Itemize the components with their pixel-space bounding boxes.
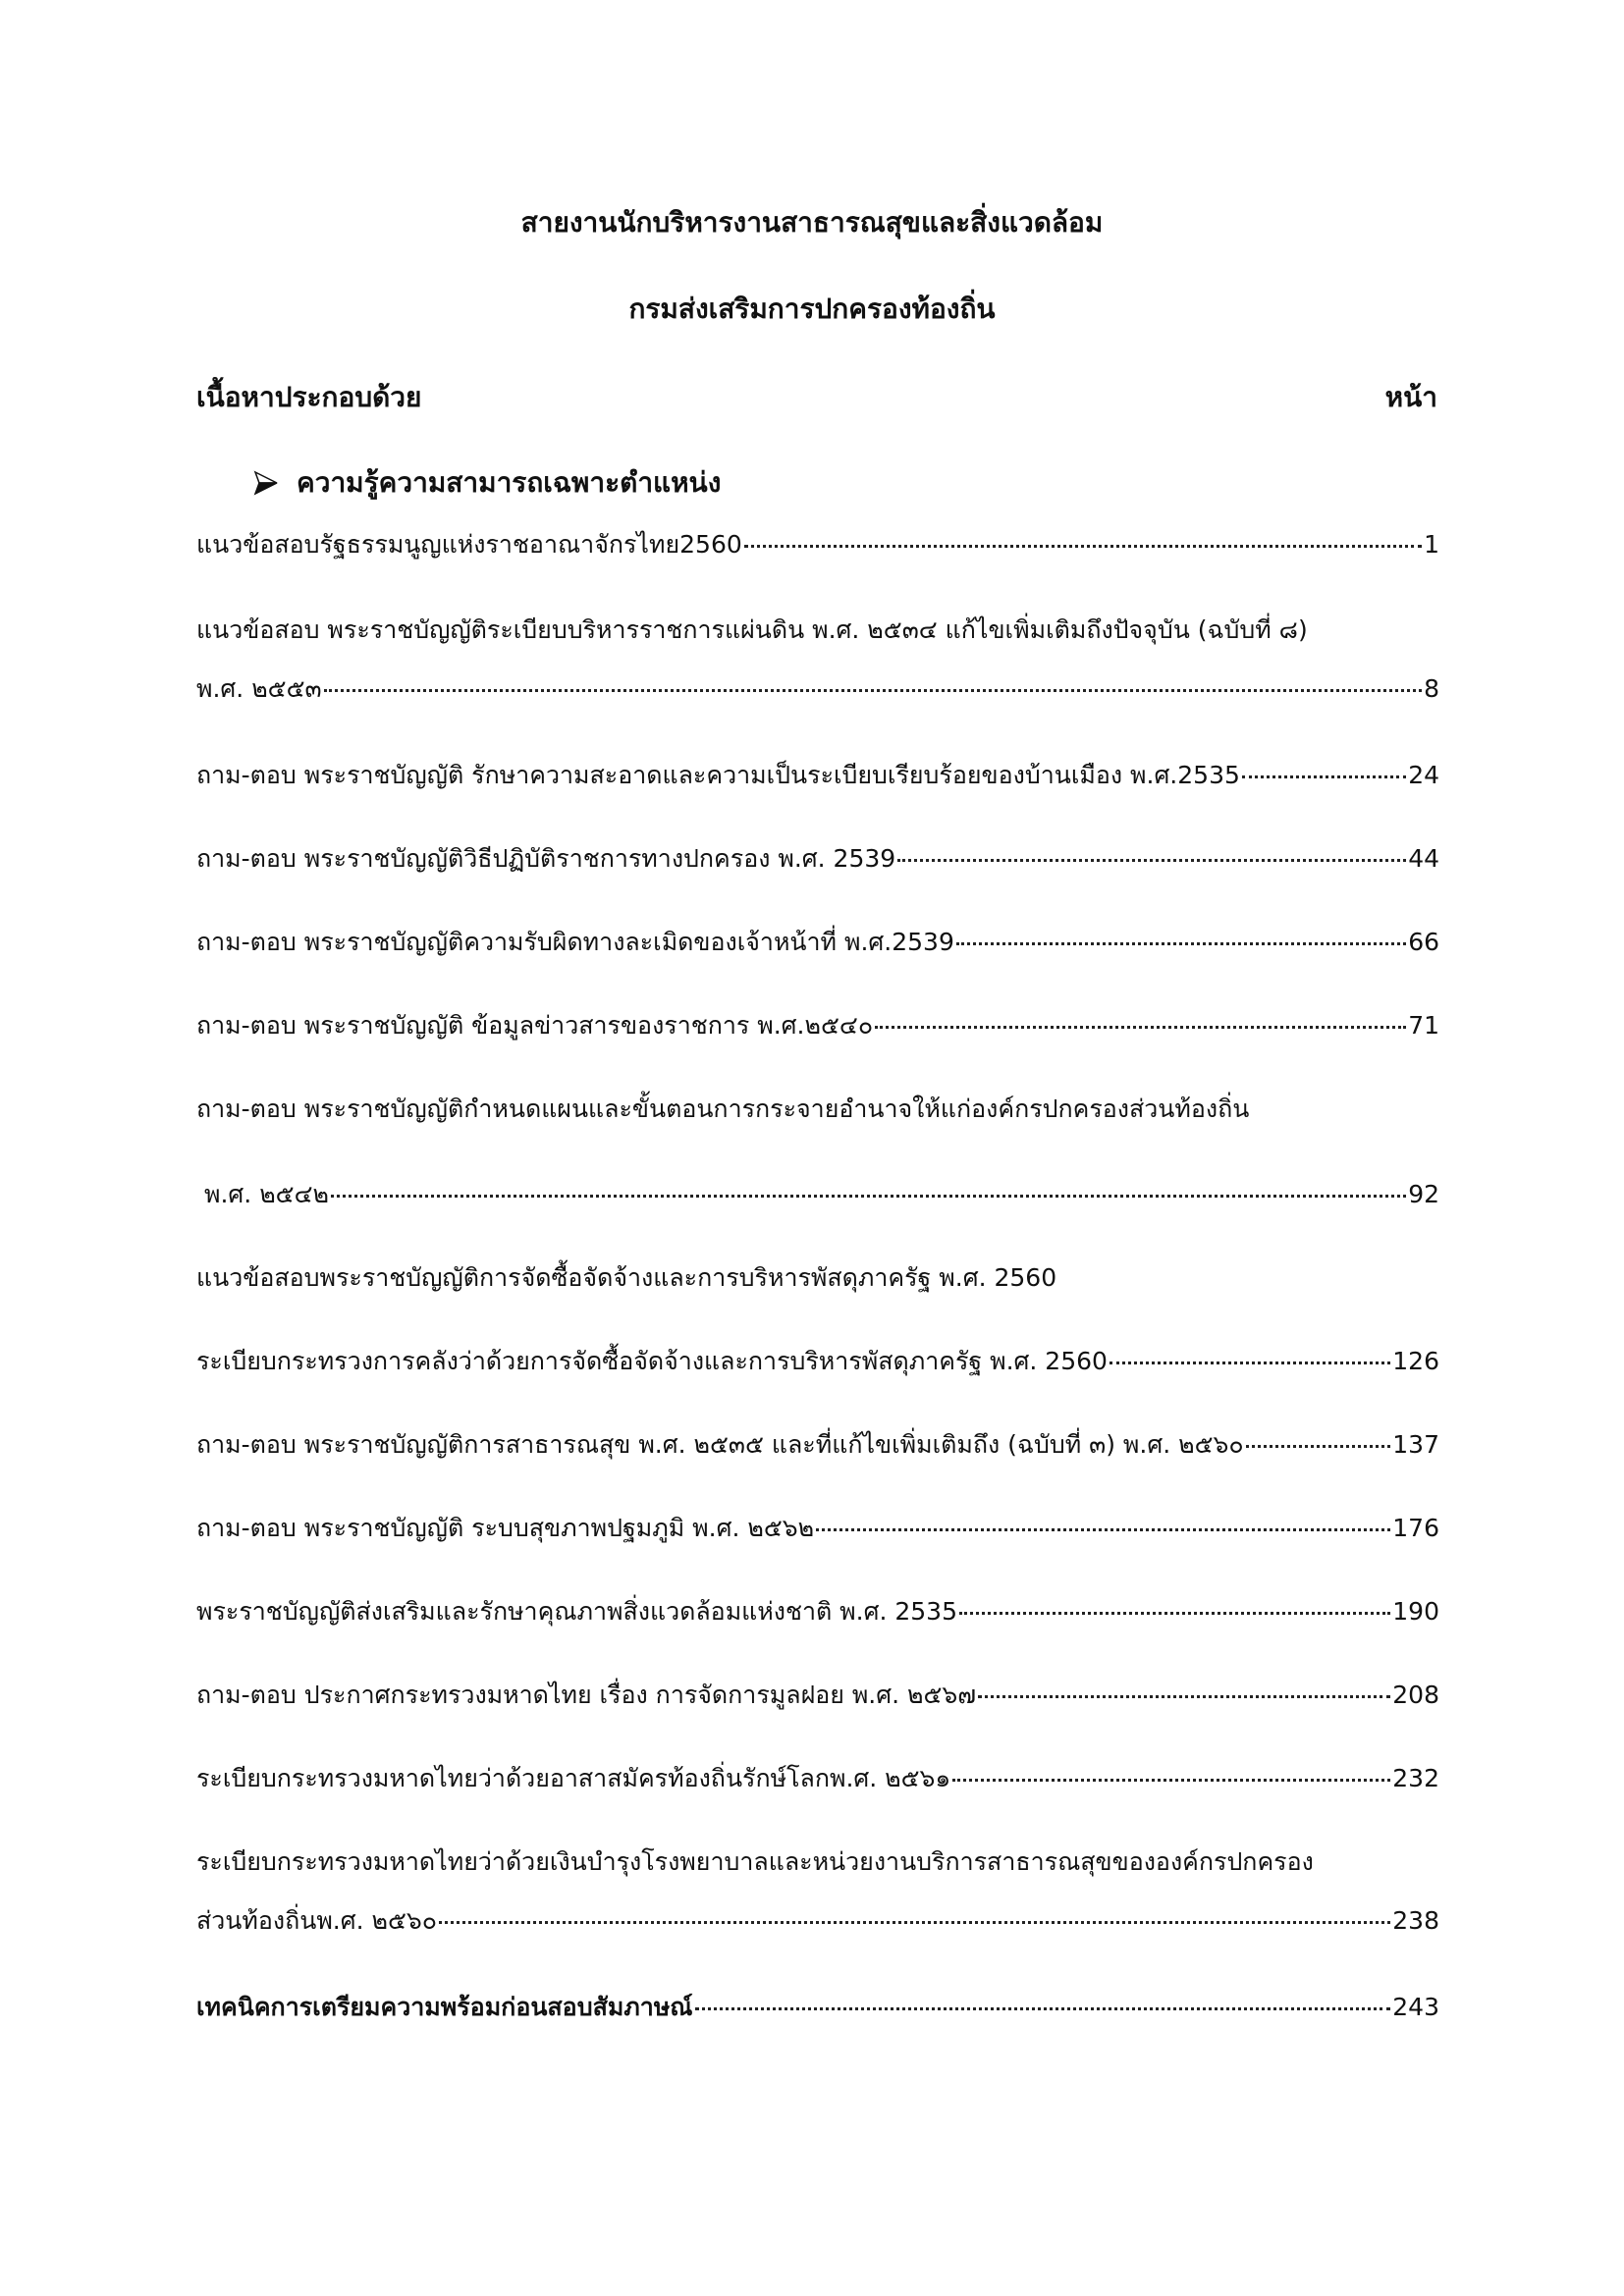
toc-entry-title: พ.ศ. ๒๕๔๒ [204, 1180, 329, 1208]
toc-entry-page: 137 [1392, 1430, 1439, 1459]
document-title: สายงานนักบริหารงานสาธารณสุขและสิ่งแวดล้อม [520, 206, 1104, 239]
dot-leader [1242, 775, 1406, 778]
dot-leader [331, 1195, 1406, 1198]
toc-entry-title: เทคนิคการเตรียมความพร้อมก่อนสอบสัมภาษณ์ [196, 1993, 693, 2021]
dot-leader [959, 1612, 1390, 1615]
toc-entry-title: ระเบียบกระทรวงมหาดไทยว่าด้วยอาสาสมัครท้องถิ่นรักษ์โลกพ.ศ. ๒๕๖๑ [196, 1764, 951, 1792]
toc-entry-page: 238 [1392, 1906, 1439, 1935]
toc-entry-page: 208 [1392, 1681, 1439, 1709]
toc-entry-title: พ.ศ. ๒๕๕๓ [196, 674, 322, 703]
toc-entry[interactable] [196, 669, 1439, 709]
toc-entry-title-line1: ระเบียบกระทรวงมหาดไทยว่าด้วยเงินบำรุงโรงพยาบาลและหน่วยงานบริการสาธารณสุขขององค์กรปกครอง [196, 1847, 1314, 1876]
toc-entry[interactable] [196, 1901, 1439, 1941]
toc-entry[interactable] [196, 756, 1439, 795]
toc-entry-page: 176 [1392, 1514, 1439, 1542]
toc-entry-title-line1: แนวข้อสอบ พระราชบัญญัติระเบียบบริหารราชการแผ่นดิน พ.ศ. ๒๕๓๔ แก้ไขเพิ่มเติมถึงปัจจุบัน (ฉบับที่ ๘) [196, 615, 1308, 644]
toc-entry-page: 71 [1408, 1011, 1439, 1040]
dot-leader [1246, 1445, 1391, 1448]
toc-entry-title: พระราชบัญญัติส่งเสริมและรักษาคุณภาพสิ่งแวดล้อมแห่งชาติ พ.ศ. 2535 [196, 1597, 957, 1626]
document-subtitle: กรมส่งเสริมการปกครองท้องถิ่น [628, 293, 996, 325]
toc-entry[interactable] [196, 839, 1439, 879]
toc-entry[interactable] [196, 1425, 1439, 1465]
arrow-bullet-icon [253, 470, 279, 496]
toc-entry[interactable] [196, 1592, 1439, 1631]
toc-entry-page: 8 [1424, 674, 1439, 703]
toc-entry-title: ถาม-ตอบ พระราชบัญญัติ รักษาความสะอาดและความเป็นระเบียบเรียบร้อยของบ้านเมือง พ.ศ.2535 [196, 761, 1240, 789]
toc-entry[interactable] [196, 1759, 1439, 1798]
dot-leader [816, 1528, 1390, 1531]
dot-leader [897, 859, 1406, 862]
toc-entry-page: 126 [1392, 1347, 1439, 1375]
dot-leader [952, 1779, 1390, 1782]
toc-entry-page: 1 [1424, 530, 1439, 559]
toc-entry-title: แนวข้อสอบรัฐธรรมนูญแห่งราชอาณาจักรไทย2560 [196, 530, 742, 559]
toc-entry-title: ระเบียบกระทรวงการคลังว่าด้วยการจัดซื้อจัดจ้างและการบริหารพัสดุภาครัฐ พ.ศ. 2560 [196, 1347, 1108, 1375]
toc-entry-title: ถาม-ตอบ พระราชบัญญัติ ระบบสุขภาพปฐมภูมิ พ.ศ. ๒๕๖๒ [196, 1514, 815, 1542]
section-heading [253, 461, 721, 505]
toc-entry[interactable] [196, 1509, 1439, 1548]
toc-entry[interactable] [196, 1006, 1439, 1045]
toc-entry-page: 66 [1408, 928, 1439, 956]
toc-entry[interactable] [196, 1342, 1439, 1381]
dot-leader [875, 1026, 1406, 1029]
toc-entry[interactable] [196, 525, 1439, 564]
page-column-header: หน้า [1384, 381, 1437, 413]
dot-leader [956, 942, 1406, 945]
toc-entry-title: ถาม-ตอบ ประกาศกระทรวงมหาดไทย เรื่อง การจัดการมูลฝอย พ.ศ. ๒๕๖๗ [196, 1681, 977, 1709]
toc-entry-page: 24 [1408, 761, 1439, 789]
toc-entry-page: 44 [1408, 844, 1439, 873]
toc-entry-title: ถาม-ตอบ พระราชบัญญัติวิธีปฏิบัติราชการทางปกครอง พ.ศ. 2539 [196, 844, 896, 873]
toc-entry-title-line1: ถาม-ตอบ พระราชบัญญัติกำหนดแผนและขั้นตอนการกระจายอำนาจให้แก่องค์กรปกครองส่วนท้องถิ่น [196, 1095, 1250, 1123]
dot-leader [744, 545, 1422, 548]
toc-entry[interactable] [196, 923, 1439, 962]
toc-entry-title: ถาม-ตอบ พระราชบัญญัติความรับผิดทางละเมิดของเจ้าหน้าที่ พ.ศ.2539 [196, 928, 954, 956]
toc-entry[interactable] [204, 1175, 1439, 1214]
section-title: ความรู้ความสามารถเฉพาะตำแหน่ง [297, 466, 722, 499]
dot-leader [439, 1921, 1390, 1924]
toc-entry-title: ส่วนท้องถิ่นพ.ศ. ๒๕๖๐ [196, 1906, 438, 1935]
toc-entry-title: ถาม-ตอบ พระราชบัญญัติการสาธารณสุข พ.ศ. ๒๕๓๕ และที่แก้ไขเพิ่มเติมถึง (ฉบับที่ ๓) พ.ศ. ๒๕๖๐ [196, 1430, 1244, 1459]
dot-leader [978, 1695, 1390, 1698]
toc-entry-title[interactable]: แนวข้อสอบพระราชบัญญัติการจัดซื้อจัดจ้างและการบริหารพัสดุภาครัฐ พ.ศ. 2560 [196, 1263, 1057, 1292]
toc-entry-page: 243 [1392, 1993, 1439, 2021]
dot-leader [1110, 1362, 1390, 1364]
toc-entry-page: 92 [1408, 1180, 1439, 1208]
toc-entry[interactable] [196, 1676, 1439, 1715]
toc-entry-page: 232 [1392, 1764, 1439, 1792]
toc-entry-title: ถาม-ตอบ พระราชบัญญัติ ข้อมูลข่าวสารของราชการ พ.ศ.๒๕๔๐ [196, 1011, 874, 1040]
toc-entry-page: 190 [1392, 1597, 1439, 1626]
contents-header: เนื้อหาประกอบด้วย [196, 381, 422, 413]
dot-leader [324, 689, 1422, 692]
toc-entry[interactable] [196, 1988, 1439, 2027]
dot-leader [695, 2007, 1391, 2010]
